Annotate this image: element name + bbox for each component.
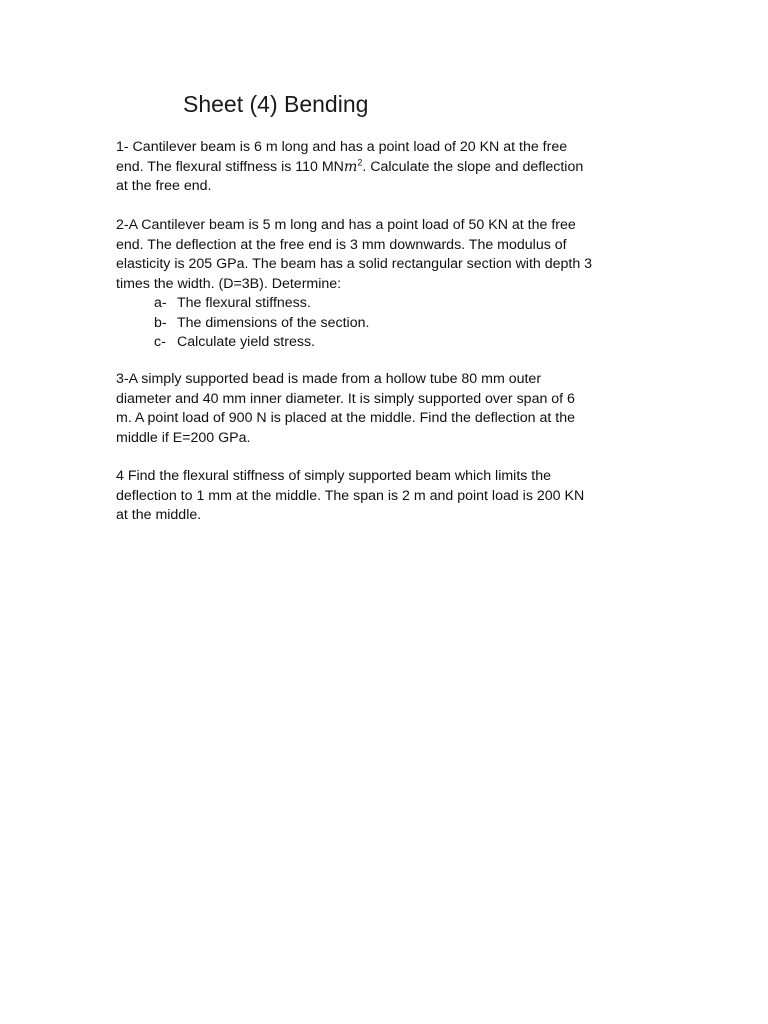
problem-2	[116, 216, 636, 353]
sheet-title: Sheet (4) Bending	[183, 91, 369, 117]
problem-3	[116, 370, 636, 448]
problem-1-line-2	[116, 158, 636, 178]
problem-1-line-3: at the free end.	[116, 178, 212, 194]
subitem-text: Calculate yield stress.	[177, 334, 315, 350]
problem-1-line-2-start: end. The flexural stiffness is 110 MN	[116, 158, 344, 175]
subitem-marker: c-	[154, 334, 166, 350]
problem-2-line-3: elasticity is 205 GPa. The beam has a solid rectangular section with depth 3	[116, 256, 593, 272]
problem-2-line-2: end. The deflection at the free end is 3 mm downwards. The modulus of	[116, 236, 567, 253]
subitem-c	[116, 333, 636, 353]
problem-4-line-3: at the middle.	[116, 507, 202, 523]
problem-2-line-1: 2-A Cantilever beam is 5 m long and has a point load of 50 KN at the free	[116, 217, 576, 233]
problem-2-subitems	[116, 294, 636, 353]
unit-exponent: 2	[357, 156, 363, 167]
subitem-text: The dimensions of the section.	[177, 314, 370, 331]
problem-1-line-1: 1- Cantilever beam is 6 m long and has a point load of 20 KN at the free	[116, 139, 568, 155]
problem-2-line-4: times the width. (D=3B). Determine:	[116, 275, 342, 292]
problem-4	[116, 467, 636, 526]
unit-symbol: m	[343, 158, 358, 175]
subitem-marker: a-	[154, 295, 167, 311]
problem-3-line-4: middle if E=200 GPa.	[116, 429, 251, 446]
problem-1	[116, 138, 636, 197]
subitem-a	[116, 294, 636, 314]
problem-3-line-3: m. A point load of 900 N is placed at the middle. Find the deflection at the	[116, 410, 576, 426]
problem-1-line-2-end: . Calculate the slope and deflection	[362, 158, 584, 175]
problem-3-line-2: diameter and 40 mm inner diameter. It is simply supported over span of 6	[116, 390, 575, 407]
subitem-b	[116, 314, 636, 334]
problem-4-line-2: deflection to 1 mm at the middle. The span is 2 m and point load is 200 KN	[116, 487, 585, 504]
subitem-marker: b-	[154, 314, 167, 331]
problem-3-line-1: 3-A simply supported bead is made from a hollow tube 80 mm outer	[116, 371, 542, 387]
subitem-text: The flexural stiffness.	[177, 295, 311, 311]
problem-4-line-1: 4 Find the flexural stiffness of simply supported beam which limits the	[116, 468, 552, 484]
